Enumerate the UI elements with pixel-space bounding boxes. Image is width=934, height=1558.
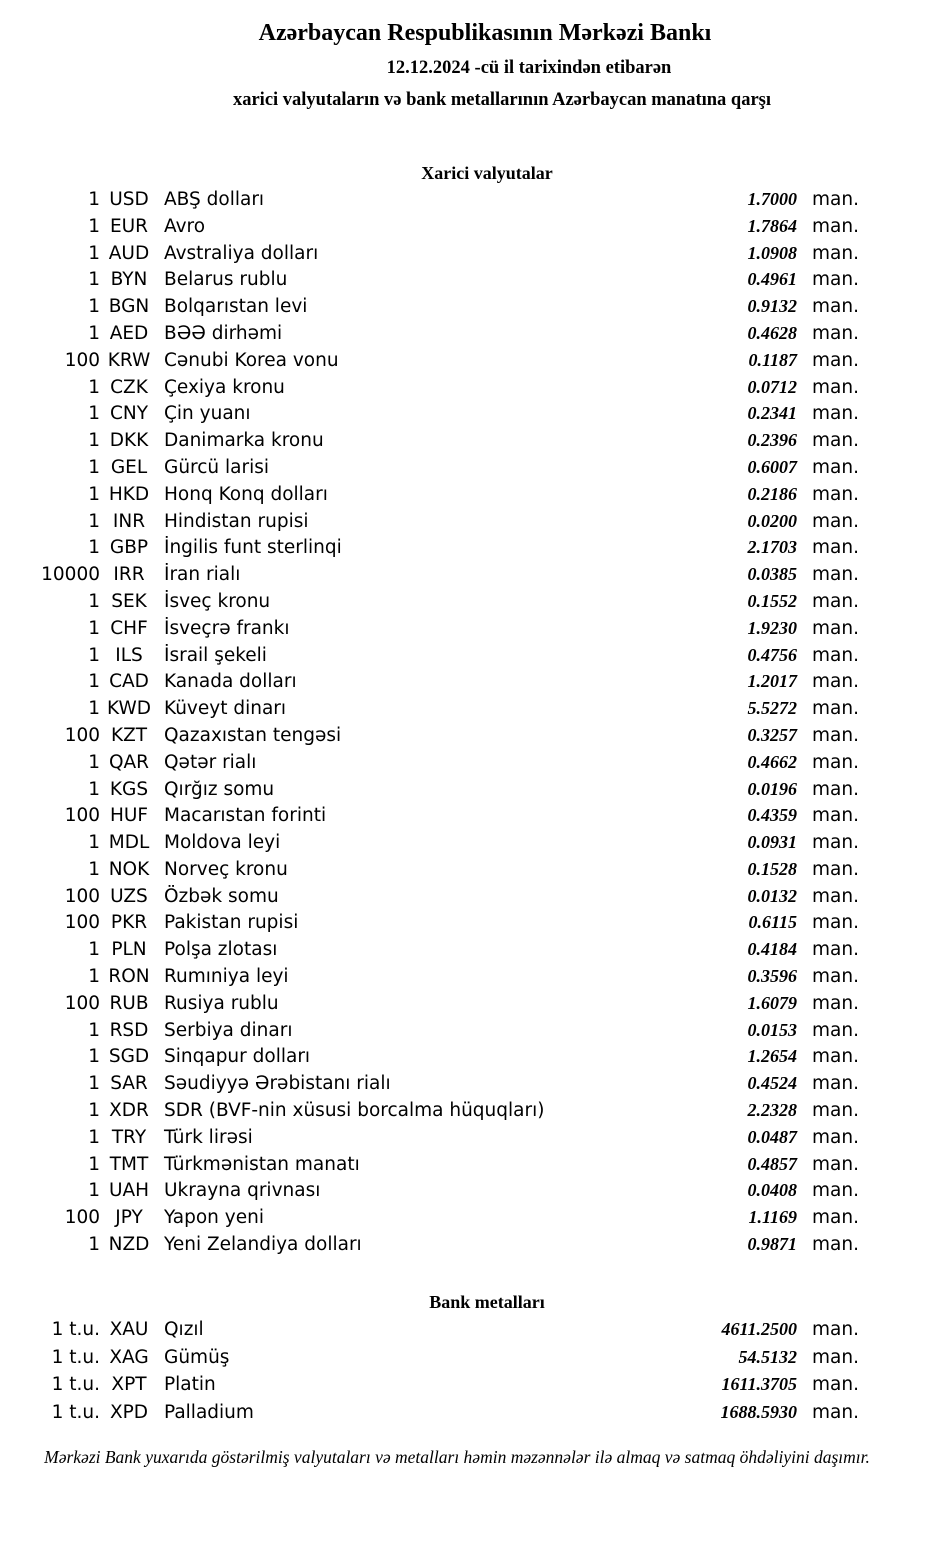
exchange-rate: 54.5132 [738,1346,797,1367]
document-subtitle: xarici valyutaların və bank metallarının Azərbaycan manatına qarşı [232,90,772,111]
rate-row [0,457,934,484]
manat-unit-label: man. [812,1401,859,1423]
manat-unit-label: man. [812,1207,859,1229]
quantity-value: 1 [88,510,100,532]
currency-name: Özbək somu [164,885,279,907]
manat-unit-label: man. [812,885,859,907]
currency-code: XPD [109,1401,149,1423]
currency-code: AUD [108,242,150,264]
currency-code: SAR [110,1073,148,1095]
exchange-rate: 0.6007 [747,456,797,477]
currency-code: SGD [108,1046,150,1068]
exchange-rate: 0.0931 [747,832,797,853]
currency-code: AED [109,322,149,344]
manat-unit-label: man. [812,483,859,505]
exchange-rate: 0.0196 [747,778,797,799]
currency-name: Kanada dolları [164,671,297,693]
currency-code: CHF [110,617,148,639]
currency-code: XAU [109,1319,149,1341]
manat-unit-label: man. [812,1234,859,1256]
rate-row [0,1020,934,1047]
manat-unit-label: man. [812,1346,859,1368]
document-header [0,18,934,111]
quantity-value: 1 [88,1180,100,1202]
rate-row [0,296,934,323]
rate-row [0,698,934,725]
currency-code: XDR [109,1100,149,1122]
manat-unit-label: man. [812,188,859,210]
currency-code: BYN [110,269,148,291]
manat-unit-label: man. [812,1126,859,1148]
currency-code: HKD [108,483,150,505]
currency-code: HUF [109,805,149,827]
currency-code: KWD [106,698,151,720]
exchange-rate: 2.2328 [747,1100,797,1121]
rate-row [0,269,934,296]
quantity-value: 1 [88,751,100,773]
currency-name: İsrail şekeli [164,644,267,666]
rate-row [0,243,934,270]
currency-code: IRR [113,564,145,586]
currency-name: Macarıstan forinti [164,805,327,827]
currency-code: NOK [108,858,150,880]
currency-name: Çexiya kronu [164,376,285,398]
manat-unit-label: man. [812,644,859,666]
currency-code: TMT [109,1153,149,1175]
manat-unit-label: man. [812,912,859,934]
currency-code: MDL [108,832,150,854]
quantity-value: 100 [64,724,100,746]
currency-name: İran rialı [164,564,241,586]
manat-unit-label: man. [812,322,859,344]
exchange-rate: 0.0712 [747,376,797,397]
exchange-rate: 0.1187 [748,349,797,370]
exchange-rate: 1.2654 [747,1046,797,1067]
manat-unit-label: man. [812,296,859,318]
quantity-value: 1 [88,1234,100,1256]
exchange-rate: 0.2396 [747,430,797,451]
manat-unit-label: man. [812,349,859,371]
rate-row [0,805,934,832]
quantity-value: 1 [88,322,100,344]
currency-name: İngilis funt sterlinqi [164,537,342,559]
exchange-rate: 0.4359 [747,805,797,826]
foreign-currencies-table [0,189,934,1261]
rate-row [0,350,934,377]
manat-unit-label: man. [812,858,859,880]
quantity-value: 100 [64,1207,100,1229]
rate-row [0,1319,934,1346]
rate-row [0,1127,934,1154]
quantity-value: 100 [64,805,100,827]
manat-unit-label: man. [812,564,859,586]
rate-row [0,1046,934,1073]
manat-unit-label: man. [812,966,859,988]
exchange-rate: 0.4184 [747,939,797,960]
currency-code: RSD [109,1019,149,1041]
currency-code: XAG [109,1346,149,1368]
manat-unit-label: man. [812,1153,859,1175]
manat-unit-label: man. [812,1374,859,1396]
rate-row [0,1207,934,1234]
manat-unit-label: man. [812,590,859,612]
exchange-rate: 0.4756 [747,644,797,665]
rate-row [0,832,934,859]
quantity-value: 1 [88,939,100,961]
manat-unit-label: man. [812,403,859,425]
rate-row [0,1374,934,1401]
currency-name: Qızıl [164,1319,204,1341]
exchange-rate: 4611.2500 [721,1319,797,1340]
currency-name: BƏƏ dirhəmi [164,322,283,344]
currency-name: İsveçrə frankı [164,617,290,639]
currency-code: ILS [115,644,143,666]
quantity-value: 1 [88,1153,100,1175]
currency-code: CAD [109,671,149,693]
currency-name: ABŞ dolları [164,188,265,210]
manat-unit-label: man. [812,1319,859,1341]
rate-row [0,859,934,886]
currency-code: PLN [111,939,147,961]
currency-name: Rumıniya leyi [164,966,289,988]
exchange-rate: 0.0153 [747,1019,797,1040]
exchange-rate: 1688.5930 [720,1401,797,1422]
rate-row [0,618,934,645]
manat-unit-label: man. [812,992,859,1014]
exchange-rate: 1.1169 [748,1207,797,1228]
exchange-rate: 5.5272 [747,698,797,719]
manat-unit-label: man. [812,1046,859,1068]
manat-unit-label: man. [812,242,859,264]
quantity-value: 1 [88,403,100,425]
exchange-rate: 0.2186 [747,483,797,504]
manat-unit-label: man. [812,939,859,961]
exchange-rate: 0.3257 [747,724,797,745]
manat-unit-label: man. [812,778,859,800]
currency-name: Yeni Zelandiya dolları [164,1234,362,1256]
exchange-rate: 0.4857 [747,1153,797,1174]
currency-code: JPY [115,1207,143,1229]
currency-code: NZD [108,1234,150,1256]
currency-name: Küveyt dinarı [164,698,287,720]
rate-row [0,189,934,216]
rate-row [0,993,934,1020]
rate-row [0,779,934,806]
currency-name: İsveç kronu [164,590,271,612]
currency-code: USD [109,188,149,210]
bank-metals-table [0,1319,934,1429]
rate-row [0,377,934,404]
currency-name: Belarus rublu [164,269,288,291]
quantity-value: 10000 [41,564,100,586]
exchange-rate: 0.0200 [747,510,797,531]
currency-name: Türkmənistan manatı [164,1153,360,1175]
quantity-value: 1 [88,376,100,398]
quantity-value: 1 t.u. [51,1374,100,1396]
currency-code: XPT [111,1374,147,1396]
manat-unit-label: man. [812,430,859,452]
rate-row [0,430,934,457]
manat-unit-label: man. [812,376,859,398]
exchange-rate: 0.2341 [747,403,797,424]
quantity-value: 1 [88,832,100,854]
currency-name: Qırğız somu [164,778,275,800]
quantity-value: 1 [88,269,100,291]
quantity-value: 1 t.u. [51,1346,100,1368]
rate-row [0,216,934,243]
exchange-rate: 1.7000 [747,188,797,209]
quantity-value: 1 t.u. [51,1319,100,1341]
currency-code: SEK [111,590,147,612]
currency-name: Platin [164,1374,216,1396]
currency-name: Gürcü larisi [164,456,270,478]
quantity-value: 1 [88,242,100,264]
rate-row [0,403,934,430]
manat-unit-label: man. [812,1073,859,1095]
quantity-value: 1 [88,1019,100,1041]
quantity-value: 1 [88,671,100,693]
exchange-rate: 2.1703 [747,537,797,558]
manat-unit-label: man. [812,751,859,773]
currency-code: QAR [108,751,150,773]
currency-code: DKK [109,430,149,452]
currency-name: Yapon yeni [164,1207,264,1229]
currency-name: Sinqapur dolları [164,1046,311,1068]
manat-unit-label: man. [812,1180,859,1202]
currency-code: KRW [107,349,151,371]
currency-code: GBP [109,537,149,559]
currency-name: SDR (BVF-nin xüsusi borcalma hüquqları) [164,1100,545,1122]
rate-row [0,537,934,564]
currency-code: KZT [110,724,148,746]
quantity-value: 1 [88,617,100,639]
exchange-rate: 1.2017 [747,671,797,692]
currency-name: Avstraliya dolları [164,242,319,264]
currency-name: Honq Konq dolları [164,483,328,505]
manat-unit-label: man. [812,671,859,693]
exchange-rate: 1611.3705 [721,1374,797,1395]
rate-row [0,939,934,966]
quantity-value: 1 [88,1126,100,1148]
exchange-rate: 0.1528 [747,858,797,879]
currency-code: UAH [108,1180,150,1202]
quantity-value: 1 [88,1100,100,1122]
quantity-value: 1 [88,590,100,612]
rate-row [0,1347,934,1374]
exchange-rate: 0.4524 [747,1073,797,1094]
quantity-value: 1 [88,215,100,237]
manat-unit-label: man. [812,698,859,720]
currency-code: RUB [109,992,149,1014]
exchange-rate: 0.4628 [747,322,797,343]
quantity-value: 1 [88,698,100,720]
currency-name: Rusiya rublu [164,992,279,1014]
foreign-currencies-heading: Xarici valyutalar [421,163,553,184]
currency-code: CNY [109,403,149,425]
currency-name: Türk lirəsi [164,1126,253,1148]
exchange-rate: 1.0908 [747,242,797,263]
exchange-rate: 0.4961 [747,269,797,290]
currency-name: Palladium [164,1401,254,1423]
rate-row [0,323,934,350]
rate-row [0,591,934,618]
currency-name: Danimarka kronu [164,430,324,452]
exchange-rate: 0.9132 [747,296,797,317]
rate-row [0,1180,934,1207]
currency-name: Norveç kronu [164,858,288,880]
rate-row [0,1402,934,1429]
rate-row [0,912,934,939]
currency-name: Cənubi Korea vonu [164,349,339,371]
rate-row [0,484,934,511]
exchange-rate: 0.9871 [747,1234,797,1255]
rate-row [0,752,934,779]
quantity-value: 1 [88,537,100,559]
quantity-value: 1 [88,430,100,452]
manat-unit-label: man. [812,215,859,237]
exchange-rate: 0.0132 [747,885,797,906]
currency-code: TRY [111,1126,147,1148]
rate-row [0,511,934,538]
rate-row [0,966,934,993]
currency-code: BGN [108,296,150,318]
quantity-value: 1 [88,483,100,505]
currency-name: Qazaxıstan tengəsi [164,724,342,746]
currency-code: KGS [109,778,149,800]
manat-unit-label: man. [812,510,859,532]
quantity-value: 1 [88,1046,100,1068]
manat-unit-label: man. [812,805,859,827]
rate-row [0,564,934,591]
quantity-value: 1 [88,1073,100,1095]
manat-unit-label: man. [812,1019,859,1041]
quantity-value: 1 [88,644,100,666]
exchange-rate: 1.7864 [747,215,797,236]
footer-note: Mərkəzi Bank yuxarıda göstərilmiş valyutaları və metalları həmin məzənnələr ilə almaq və satmaq öhdəliyini daşımır. [44,1447,870,1467]
quantity-value: 100 [64,912,100,934]
rate-row [0,1234,934,1261]
currency-code: CZK [110,376,148,398]
quantity-value: 1 [88,456,100,478]
rate-row [0,1100,934,1127]
manat-unit-label: man. [812,456,859,478]
currency-name: Gümüş [164,1346,230,1368]
currency-name: Polşa zlotası [164,939,278,961]
exchange-rate: 0.3596 [747,966,797,987]
manat-unit-label: man. [812,724,859,746]
quantity-value: 1 t.u. [51,1401,100,1423]
manat-unit-label: man. [812,832,859,854]
currency-name: Moldova leyi [164,832,281,854]
exchange-rate: 1.9230 [747,617,797,638]
quantity-value: 1 [88,296,100,318]
currency-code: PKR [110,912,148,934]
rate-row [0,886,934,913]
quantity-value: 1 [88,966,100,988]
currency-code: EUR [109,215,149,237]
quantity-value: 1 [88,858,100,880]
rate-row [0,671,934,698]
rate-row [0,1073,934,1100]
currency-name: Hindistan rupisi [164,510,309,532]
quantity-value: 100 [64,349,100,371]
exchange-rate: 0.0385 [747,564,797,585]
exchange-rate: 0.4662 [747,751,797,772]
manat-unit-label: man. [812,1100,859,1122]
manat-unit-label: man. [812,537,859,559]
bank-title: Azərbaycan Respublikasının Mərkəzi Bankı [258,20,712,46]
rate-row [0,1154,934,1181]
exchange-rate: 1.6079 [747,992,797,1013]
quantity-value: 100 [64,992,100,1014]
manat-unit-label: man. [812,617,859,639]
currency-code: GEL [110,456,148,478]
effective-date-line: 12.12.2024 -cü il tarixindən etibarən [386,58,672,78]
currency-name: Serbiya dinarı [164,1019,293,1041]
currency-name: Qətər rialı [164,751,257,773]
quantity-value: 1 [88,778,100,800]
currency-name: Bolqarıstan levi [164,296,308,318]
manat-unit-label: man. [812,269,859,291]
currency-name: Pakistan rupisi [164,912,299,934]
currency-name: Çin yuanı [164,403,251,425]
rate-row [0,645,934,672]
quantity-value: 1 [88,188,100,210]
currency-code: INR [112,510,146,532]
currency-name: Avro [164,215,206,237]
exchange-rate: 0.6115 [748,912,797,933]
currency-code: UZS [110,885,148,907]
quantity-value: 100 [64,885,100,907]
bank-metals-heading: Bank metalları [429,1291,545,1312]
rate-row [0,725,934,752]
currency-name: Ukrayna qrivnası [164,1180,321,1202]
currency-code: RON [108,966,150,988]
exchange-rate: 0.1552 [747,590,797,611]
currency-name: Səudiyyə Ərəbistanı rialı [164,1073,391,1095]
exchange-rate: 0.0487 [747,1126,797,1147]
exchange-rate: 0.0408 [747,1180,797,1201]
